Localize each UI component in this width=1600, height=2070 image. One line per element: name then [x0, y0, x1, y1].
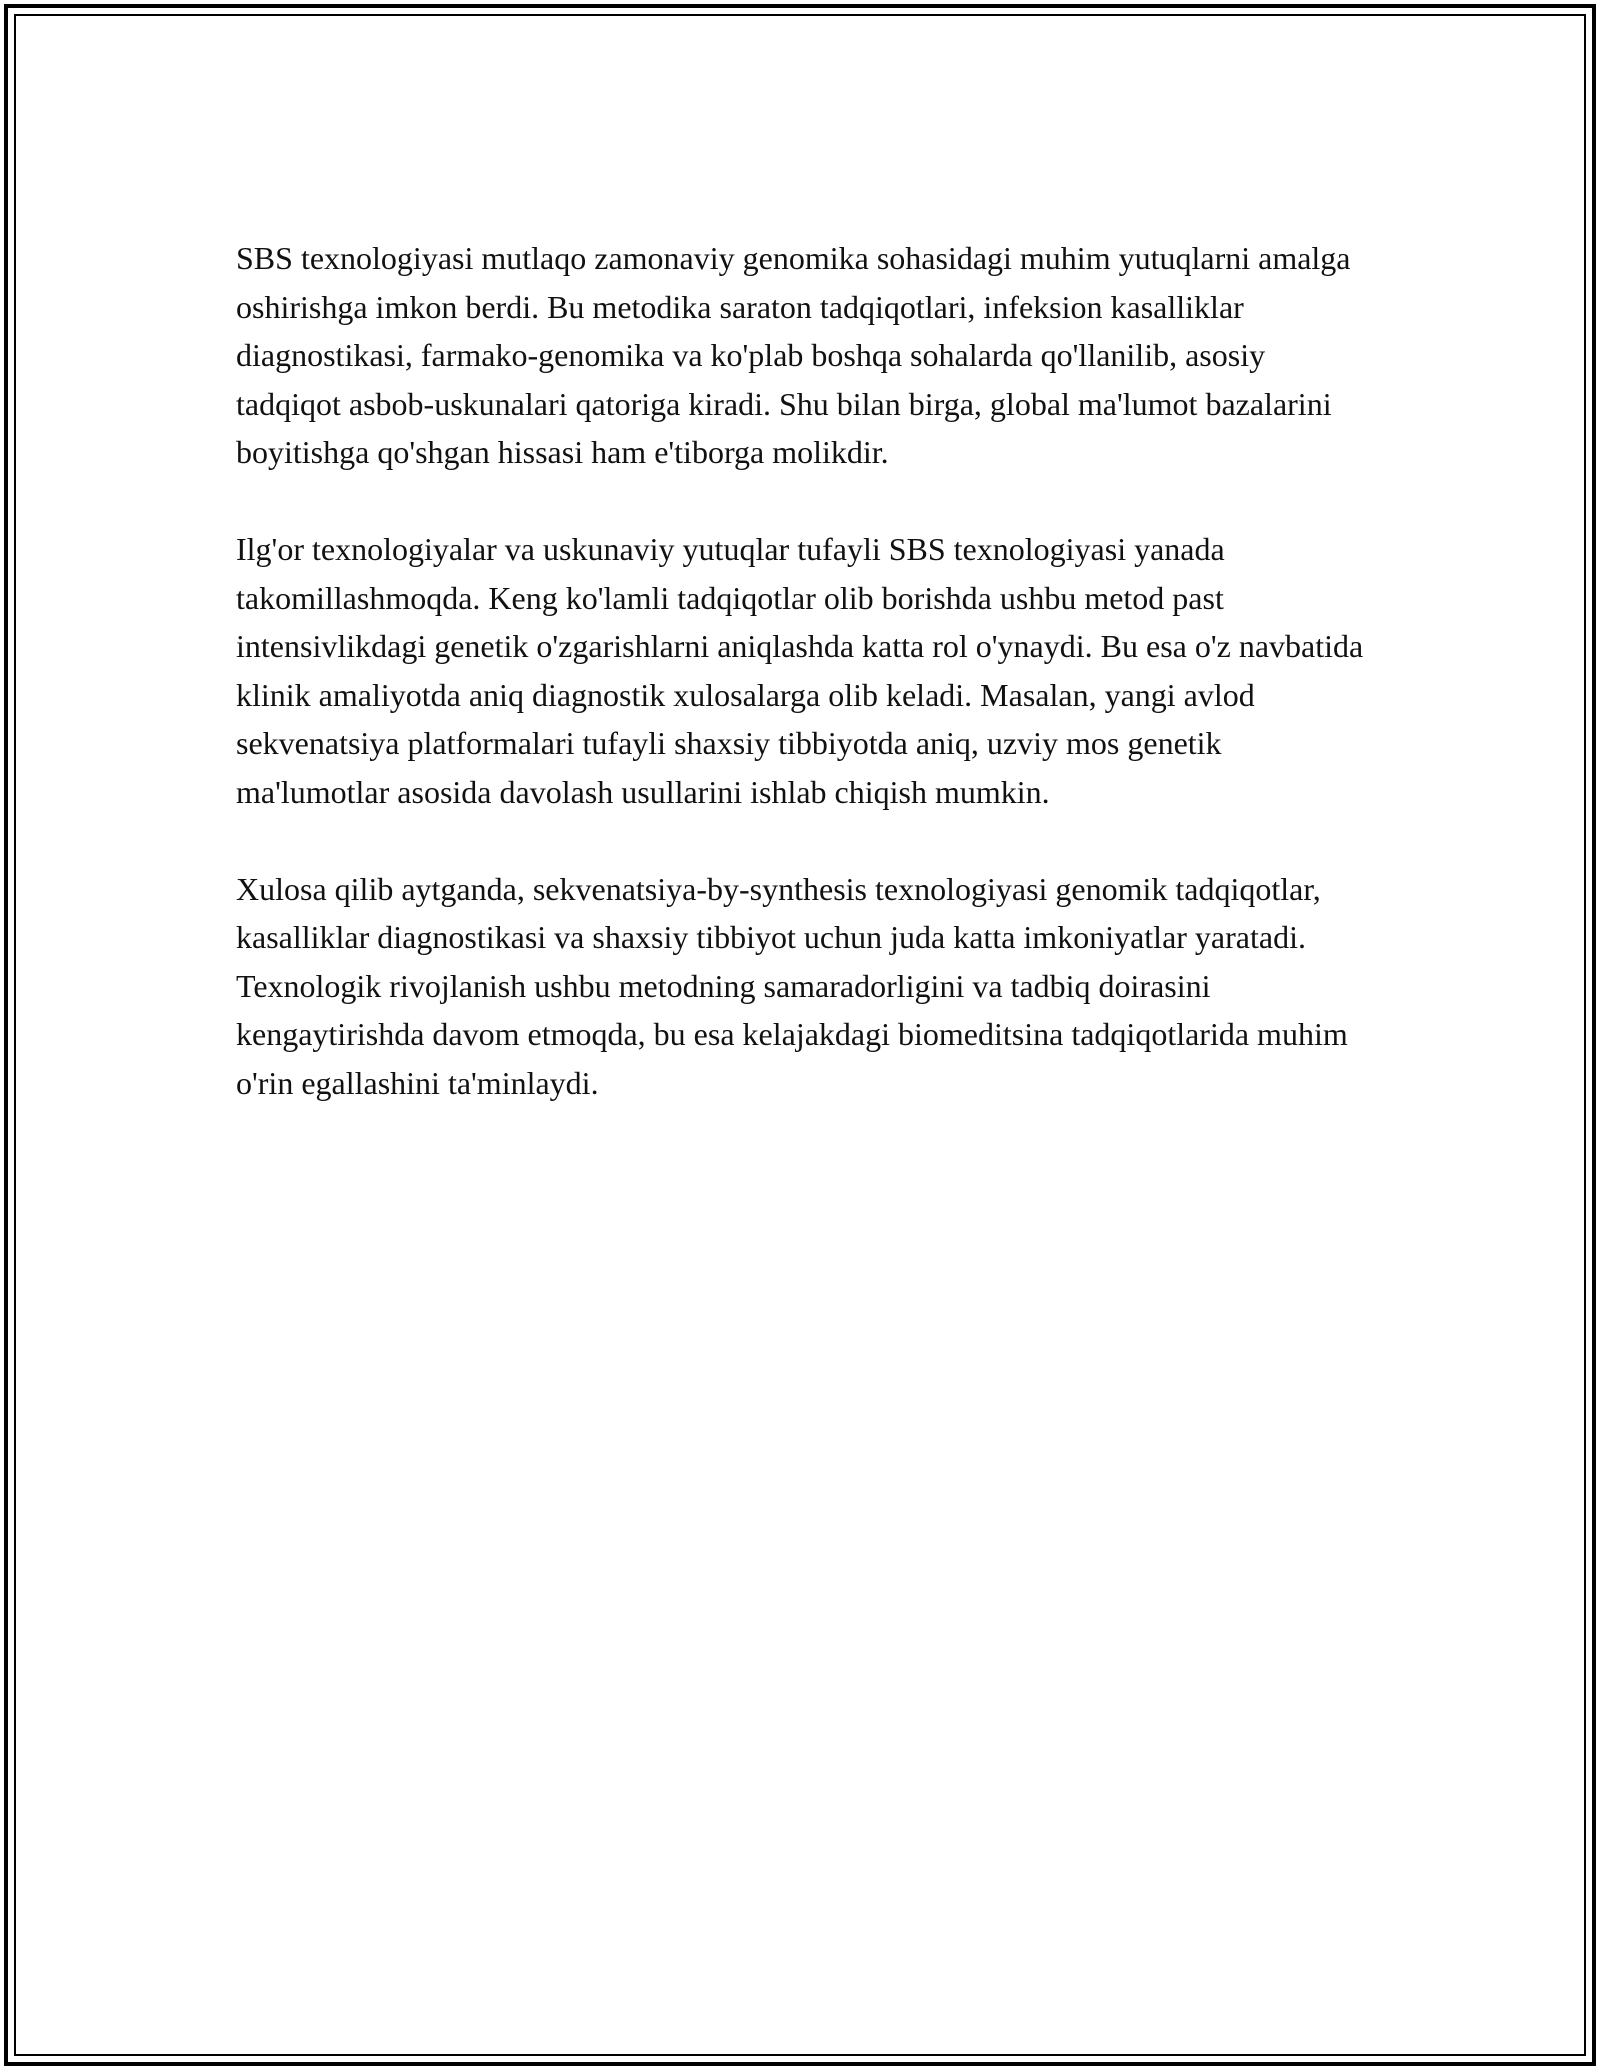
- paragraph-3: Xulosa qilib aytganda, sekvenatsiya-by-synthesis texnologiyasi genomik tadqiqotlar, kasalliklar diagnostikasi va shaxsiy tibbiyot uchun juda katta imkoniyatlar yaratadi. Texnologik rivojlanish ushbu metodning samaradorligini va tadbiq doirasini kengaytirishda davom etmoqda, bu esa kelajakdagi biomeditsina tadqiqotlarida muhim o'rin egallashini ta'minlaydi.: [236, 870, 1348, 1101]
- paragraph-1: SBS texnologiyasi mutlaqo zamonaviy genomika sohasidagi muhim yutuqlarni amalga oshirishga imkon berdi. Bu metodika saraton tadqiqotlari, infeksion kasalliklar diagnostikasi, farmako-genomika va ko'plab boshqa sohalarda qo'llanilib, asosiy tadqiqot asbob-uskunalari qatoriga kiradi. Shu bilan birga, global ma'lumot bazalarini boyitishga qo'shgan hissasi ham e'tiborga molikdir.: [236, 240, 1351, 470]
- paragraph-2: Ilg'or texnologiyalar va uskunaviy yutuqlar tufayli SBS texnologiyasi yanada takomillashmoqda. Keng ko'lamli tadqiqotlar olib borishda ushbu metod past intensivlikdagi genetik o'zgarishlarni aniqlashda katta rol o'ynaydi. Bu esa o'z navbatida klinik amaliyotda aniq diagnostik xulosalarga olib keladi. Masalan, yangi avlod sekvenatsiya platformalari tufayli shaxsiy tibbiyotda aniq, uzviy mos genetik ma'lumotlar asosida davolash usullarini ishlab chiqish mumkin.: [236, 531, 1364, 810]
- document-body: [236, 234, 1376, 1156]
